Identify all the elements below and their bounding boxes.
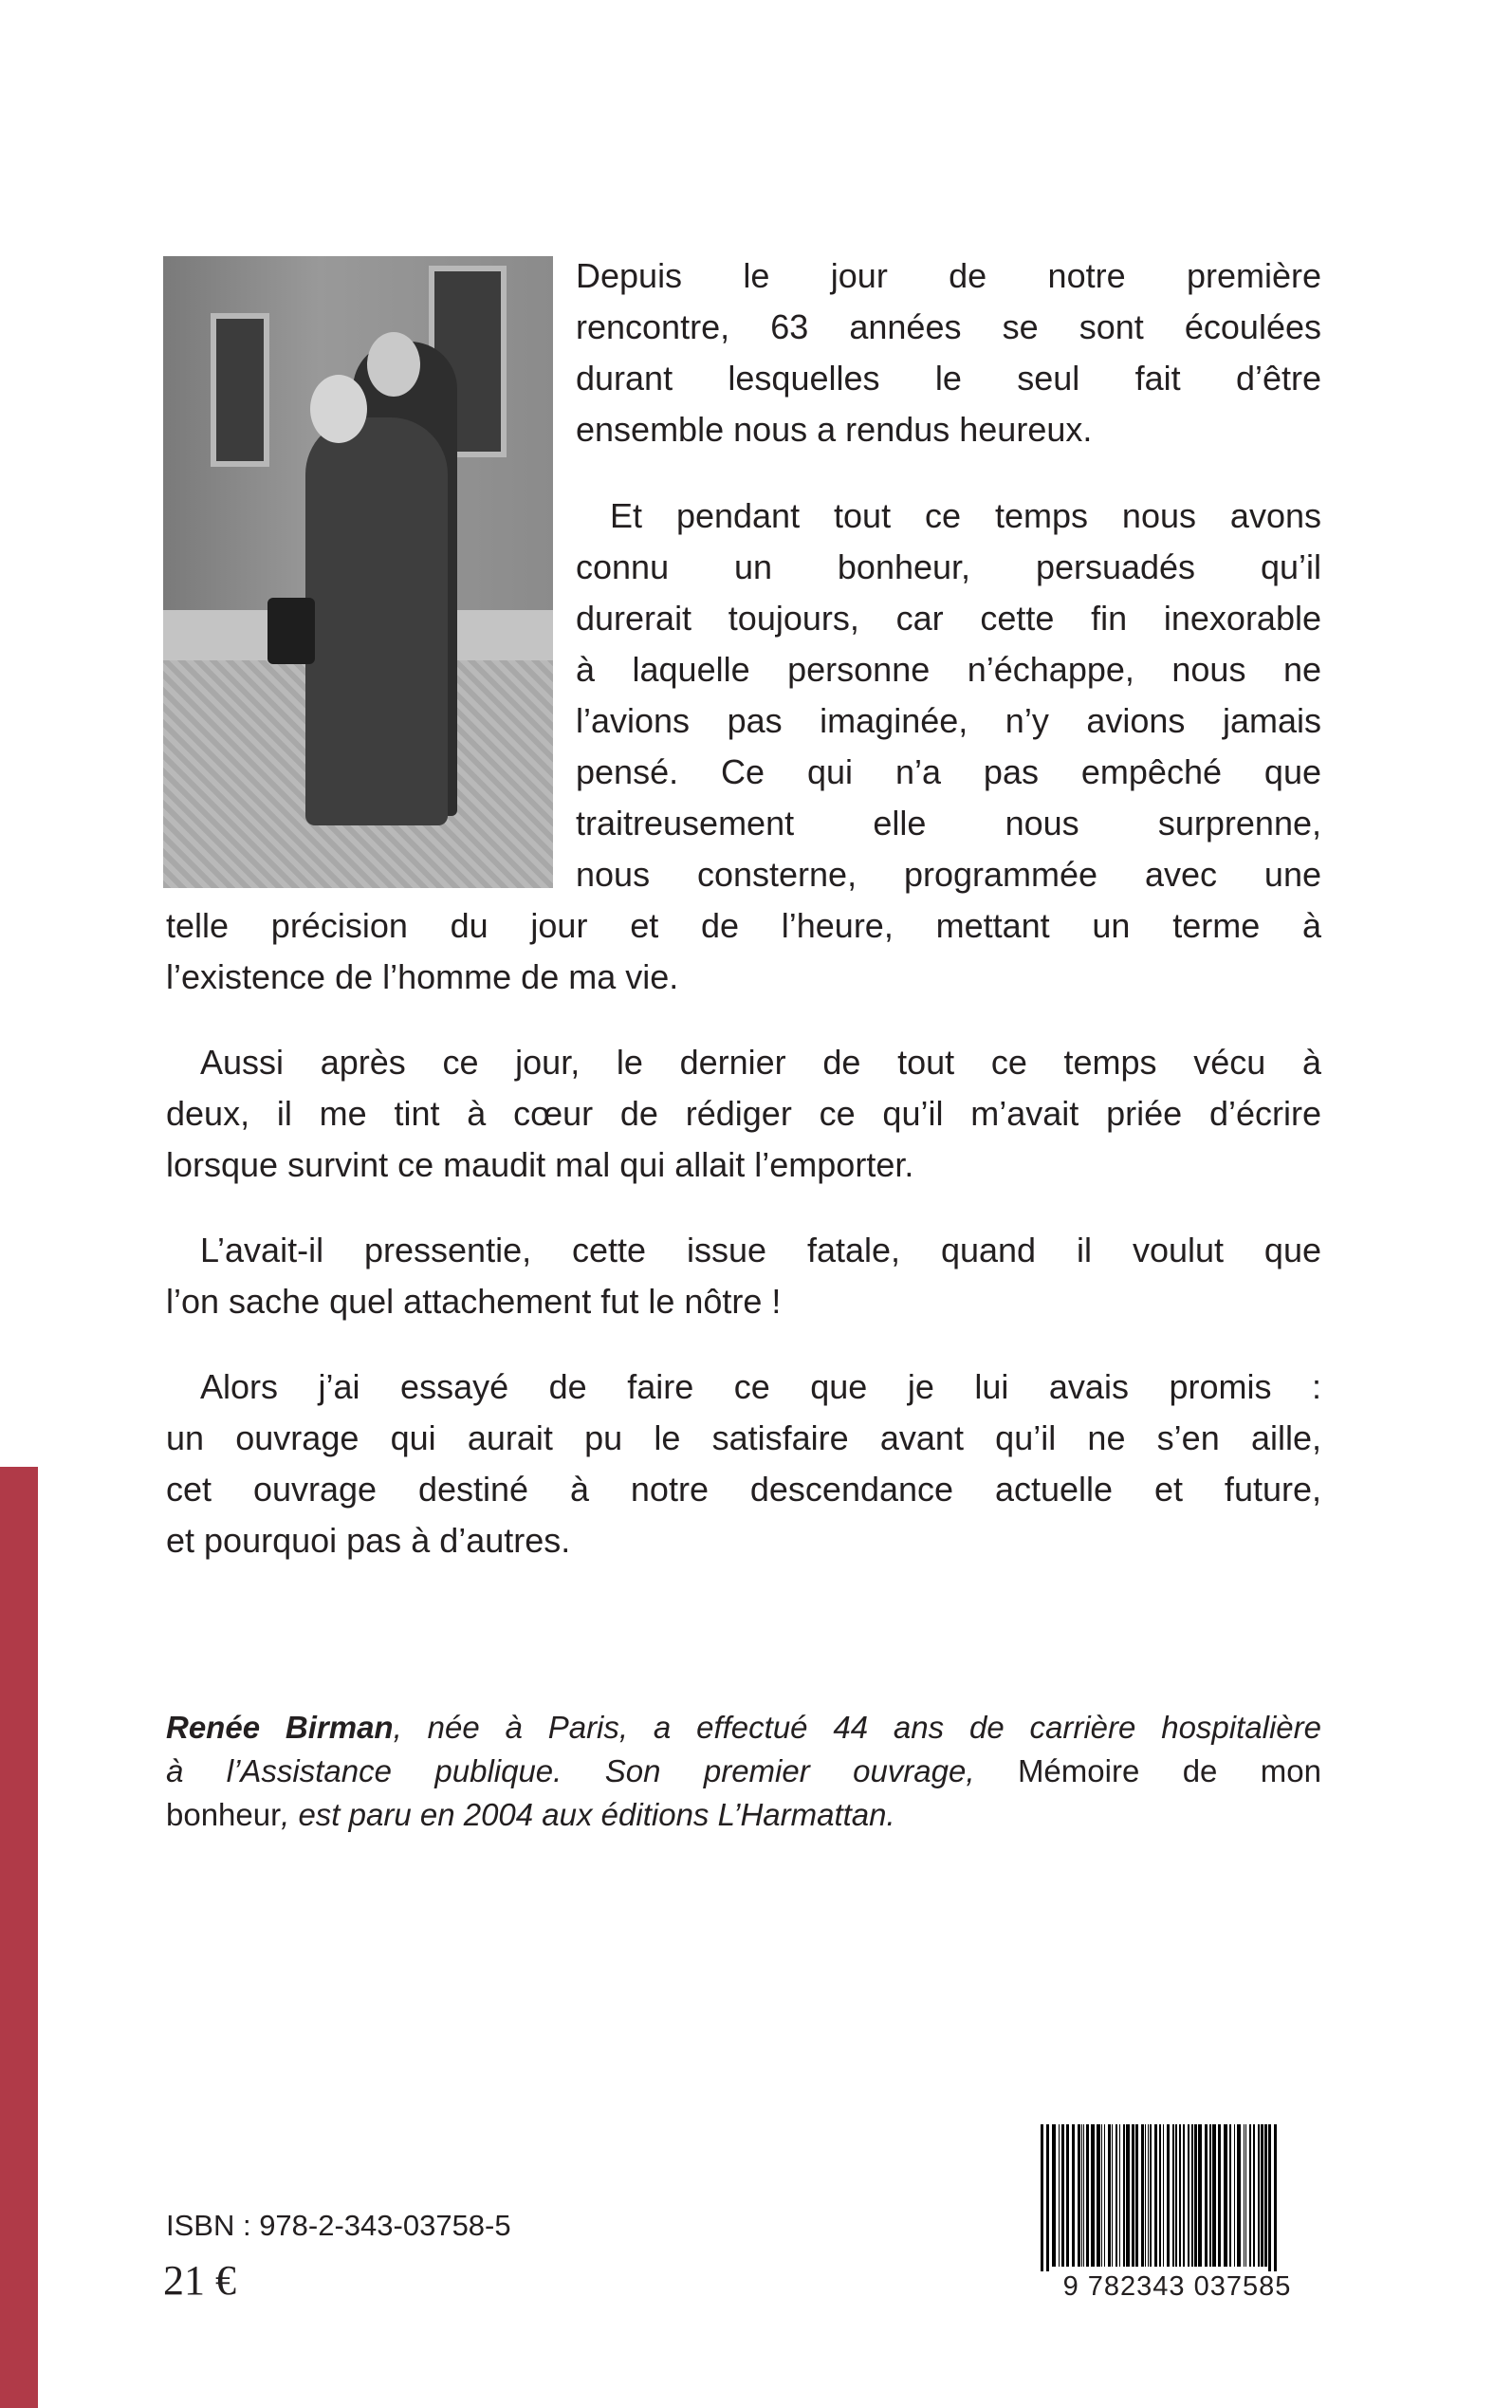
text-line: pensé. Ce qui n’a pas empêché que [576,752,1321,791]
barcode-bar [1258,2124,1260,2267]
spine-accent-bar [0,1467,38,2408]
paragraph-2-continued [166,900,1321,1003]
barcode-bar [1163,2124,1164,2267]
barcode-bar [1188,2124,1189,2267]
photo-man-head [367,332,420,397]
barcode-bar [1224,2124,1227,2267]
barcode-bar [1083,2124,1084,2267]
barcode-bar [1108,2124,1111,2267]
barcode-bar [1101,2124,1102,2267]
barcode-bar [1191,2124,1193,2267]
barcode-bar [1116,2124,1117,2267]
text-line: l’on sache quel attachement fut le nôtre ! [166,1282,782,1321]
text-line: Et pendant tout ce temps nous avons [576,496,1321,535]
barcode-bar [1059,2124,1060,2267]
text-line: l’existence de l’homme de ma vie. [166,957,679,996]
barcode-bar [1237,2124,1241,2267]
text-line: rencontre, 63 années se sont écoulées [576,307,1321,346]
text-line: un ouvrage qui aurait pu le satisfaire avant qu’il ne s’en aille, [166,1418,1321,1457]
bio-text: , est paru en 2004 aux éditions L’Harmattan. [281,1797,895,1832]
barcode-bar [1145,2124,1146,2267]
barcode-bar [1154,2124,1157,2267]
barcode-bar [1244,2124,1245,2267]
photo-handbag [267,598,315,664]
barcode-bar [1078,2124,1080,2267]
bio-text: , née à Paris, a effectué 44 ans de carrière hospitalière [393,1710,1321,1745]
text-line: traitreusement elle nous surprenne, [576,804,1321,843]
barcode-bar [1249,2124,1251,2267]
paragraph-1 [576,250,1321,455]
paragraph-5 [166,1361,1321,1566]
barcode-bar [1159,2124,1161,2267]
barcode-bar [1052,2124,1056,2267]
text-line: l’avions pas imaginée, n’y avions jamais [576,701,1321,740]
text-line: cet ouvrage destiné à notre descendance actuelle et future, [166,1470,1321,1509]
barcode-bar [1261,2124,1263,2267]
text-line: deux, il me tint à cœur de rédiger ce qu’il m’avait priée d’écrire [166,1094,1321,1133]
barcode-digits: 9 782343 037585 [1033,2271,1321,2303]
barcode-bar [1218,2124,1221,2267]
barcode-bar [1123,2124,1125,2267]
isbn: ISBN : 978-2-343-03758-5 [166,2209,511,2242]
barcode-bar [1229,2124,1231,2267]
barcode-bar [1081,2124,1082,2267]
barcode-bar [1141,2124,1144,2267]
barcode-bar [1066,2124,1069,2267]
barcode-bar [1194,2124,1197,2267]
barcode-bar [1126,2124,1130,2267]
text-line: Alors j’ai essayé de faire ce que je lui avais promis : [166,1367,1321,1406]
photo-window [211,313,269,467]
barcode-bar [1135,2124,1138,2267]
barcode-bar [1183,2124,1185,2267]
barcode-bar [1061,2124,1064,2267]
barcode-bar [1072,2124,1075,2267]
text-line: durerait toujours, car cette fin inexorable [576,599,1321,638]
text-line: ensemble nous a rendus heureux. [576,410,1093,449]
barcode-bar [1167,2124,1170,2267]
barcode-bar [1104,2124,1105,2267]
barcode-bar [1205,2124,1208,2267]
paragraph-2 [576,491,1321,900]
book-title: bonheur [166,1797,282,1832]
price: 21 € [163,2257,236,2304]
barcode-bar [1209,2124,1211,2267]
barcode-bar [1112,2124,1113,2267]
couple-photo [163,256,553,888]
author-bio [166,1706,1321,1837]
barcode-bar [1179,2124,1181,2267]
text-line: L’avait-il pressentie, cette issue fatale, quand il voulut que [166,1231,1321,1269]
barcode [1033,2124,1321,2302]
paragraph-4 [166,1225,1321,1327]
barcode-bar [1150,2124,1152,2267]
barcode-bar [1119,2124,1120,2267]
barcode-bar [1097,2124,1100,2267]
barcode-bar [1212,2124,1216,2267]
text-line: nous consterne, programmée avec une [576,855,1321,894]
barcode-bar [1198,2124,1202,2267]
text-line: telle précision du jour et de l’heure, mettant un terme à [166,906,1321,945]
author-name: Renée Birman [166,1710,394,1745]
barcode-bar [1264,2124,1267,2267]
text-line: à laquelle personne n’échappe, nous ne [576,650,1321,689]
barcode-bar [1172,2124,1174,2267]
barcode-bar [1091,2124,1095,2267]
barcode-bar [1253,2124,1255,2267]
barcode-bar [1086,2124,1089,2267]
text-line: Aussi après ce jour, le dernier de tout ce temps vécu à [166,1043,1321,1082]
photo-woman [305,417,448,825]
text-line: lorsque survint ce maudit mal qui allait l’emporter. [166,1145,914,1184]
photo-woman-head [310,375,367,443]
text-line: durant lesquelles le seul fait d’être [576,359,1321,398]
text-line: connu un bonheur, persuadés qu’il [576,547,1321,586]
barcode-bar [1175,2124,1177,2267]
bio-text: à l’Assistance publique. Son premier ouvrage, [166,1753,1018,1788]
text-line: et pourquoi pas à d’autres. [166,1521,571,1560]
barcode-bar [1132,2124,1134,2267]
barcode-bar [1234,2124,1235,2267]
barcode-bar [1245,2124,1246,2267]
book-title: Mémoire de mon [1017,1753,1321,1788]
text-line: Depuis le jour de notre première [576,256,1321,295]
paragraph-3 [166,1037,1321,1191]
barcode-bar [1148,2124,1149,2267]
